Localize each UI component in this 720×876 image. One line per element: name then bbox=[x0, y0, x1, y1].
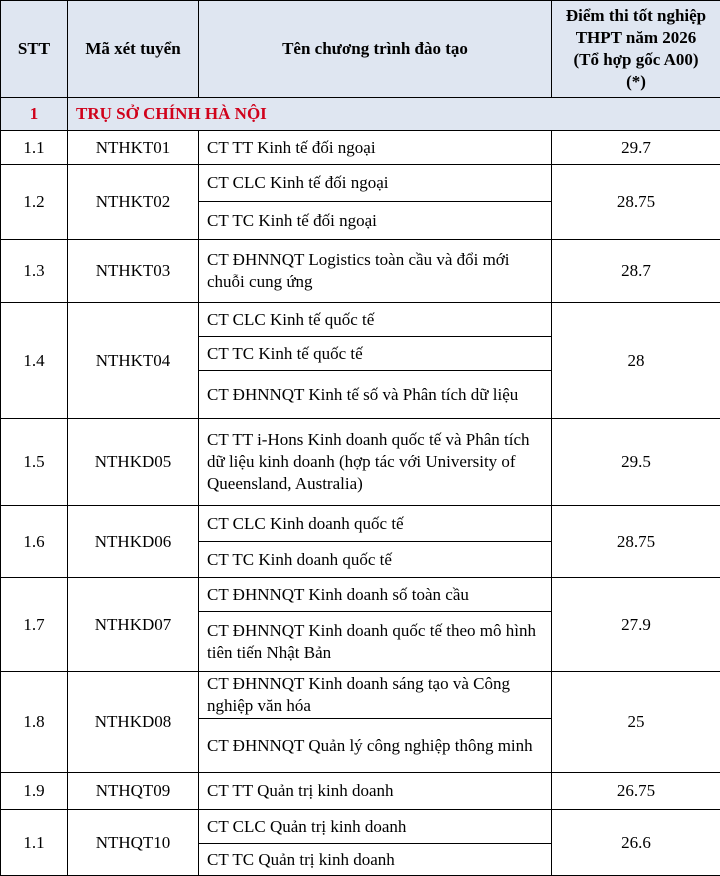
header-stt: STT bbox=[1, 1, 68, 98]
row-stt: 1.4 bbox=[1, 303, 68, 419]
row-admission-code: NTHKD07 bbox=[68, 578, 199, 672]
row-program-name: CT CLC Kinh tế quốc tế bbox=[199, 303, 552, 337]
row-score: 28 bbox=[552, 303, 720, 419]
row-admission-code: NTHKT03 bbox=[68, 240, 199, 303]
row-admission-code: NTHKD08 bbox=[68, 672, 199, 773]
row-program-name: CT CLC Kinh tế đối ngoại bbox=[199, 165, 552, 202]
row-program-name: CT ĐHNNQT Logistics toàn cầu và đổi mới chuỗi cung ứng bbox=[199, 240, 552, 303]
row-score: 27.9 bbox=[552, 578, 720, 672]
table-row bbox=[1, 506, 720, 542]
header-score-line: THPT năm 2026 bbox=[552, 27, 720, 49]
row-program-name: CT TT Quản trị kinh doanh bbox=[199, 773, 552, 810]
row-program-name: CT ĐHNNQT Kinh doanh quốc tế theo mô hình tiên tiến Nhật Bản bbox=[199, 612, 552, 672]
row-stt: 1.3 bbox=[1, 240, 68, 303]
row-score: 25 bbox=[552, 672, 720, 773]
row-score: 29.5 bbox=[552, 419, 720, 506]
table-row bbox=[1, 303, 720, 337]
row-score: 29.7 bbox=[552, 131, 720, 165]
header-score-line: (Tổ hợp gốc A00) bbox=[552, 49, 720, 71]
header-score-line: Điểm thi tốt nghiệp bbox=[552, 5, 720, 27]
section-title: TRỤ SỞ CHÍNH HÀ NỘI bbox=[68, 98, 720, 131]
table-row bbox=[1, 419, 720, 506]
row-admission-code: NTHKT04 bbox=[68, 303, 199, 419]
row-program-name: CT ĐHNNQT Quản lý công nghiệp thông minh bbox=[199, 719, 552, 773]
section-row bbox=[1, 98, 720, 131]
table-header bbox=[1, 1, 720, 98]
header-score bbox=[552, 1, 720, 98]
table-row bbox=[1, 240, 720, 303]
row-admission-code: NTHKT01 bbox=[68, 131, 199, 165]
row-program-name: CT CLC Quản trị kinh doanh bbox=[199, 810, 552, 844]
row-stt: 1.7 bbox=[1, 578, 68, 672]
row-admission-code: NTHQT10 bbox=[68, 810, 199, 876]
table-row bbox=[1, 773, 720, 810]
row-stt: 1.8 bbox=[1, 672, 68, 773]
table-body bbox=[1, 98, 720, 876]
header-row bbox=[1, 1, 720, 98]
row-program-name: CT ĐHNNQT Kinh doanh số toàn cầu bbox=[199, 578, 552, 612]
row-score: 28.7 bbox=[552, 240, 720, 303]
row-program-name: CT TC Quản trị kinh doanh bbox=[199, 844, 552, 876]
header-program: Tên chương trình đào tạo bbox=[199, 1, 552, 98]
table-row bbox=[1, 672, 720, 719]
row-admission-code: NTHQT09 bbox=[68, 773, 199, 810]
row-score: 26.6 bbox=[552, 810, 720, 876]
row-stt: 1.1 bbox=[1, 810, 68, 876]
header-code: Mã xét tuyển bbox=[68, 1, 199, 98]
row-program-name: CT TC Kinh tế quốc tế bbox=[199, 337, 552, 371]
row-program-name: CT TT Kinh tế đối ngoại bbox=[199, 131, 552, 165]
row-stt: 1.5 bbox=[1, 419, 68, 506]
section-number: 1 bbox=[1, 98, 68, 131]
table-row bbox=[1, 578, 720, 612]
header-score-line: (*) bbox=[552, 71, 720, 93]
table-row bbox=[1, 810, 720, 844]
row-stt: 1.2 bbox=[1, 165, 68, 240]
row-admission-code: NTHKD06 bbox=[68, 506, 199, 578]
row-stt: 1.9 bbox=[1, 773, 68, 810]
row-program-name: CT ĐHNNQT Kinh tế số và Phân tích dữ liệu bbox=[199, 371, 552, 419]
row-program-name: CT TT i-Hons Kinh doanh quốc tế và Phân tích dữ liệu kinh doanh (hợp tác với University of Queensland, Australia) bbox=[199, 419, 552, 506]
row-program-name: CT CLC Kinh doanh quốc tế bbox=[199, 506, 552, 542]
row-score: 28.75 bbox=[552, 165, 720, 240]
table-row bbox=[1, 165, 720, 202]
row-program-name: CT TC Kinh tế đối ngoại bbox=[199, 202, 552, 240]
row-program-name: CT ĐHNNQT Kinh doanh sáng tạo và Công nghiệp văn hóa bbox=[199, 672, 552, 719]
row-score: 26.75 bbox=[552, 773, 720, 810]
table-row bbox=[1, 131, 720, 165]
row-program-name: CT TC Kinh doanh quốc tế bbox=[199, 542, 552, 578]
row-stt: 1.6 bbox=[1, 506, 68, 578]
row-score: 28.75 bbox=[552, 506, 720, 578]
row-admission-code: NTHKT02 bbox=[68, 165, 199, 240]
row-stt: 1.1 bbox=[1, 131, 68, 165]
row-admission-code: NTHKD05 bbox=[68, 419, 199, 506]
